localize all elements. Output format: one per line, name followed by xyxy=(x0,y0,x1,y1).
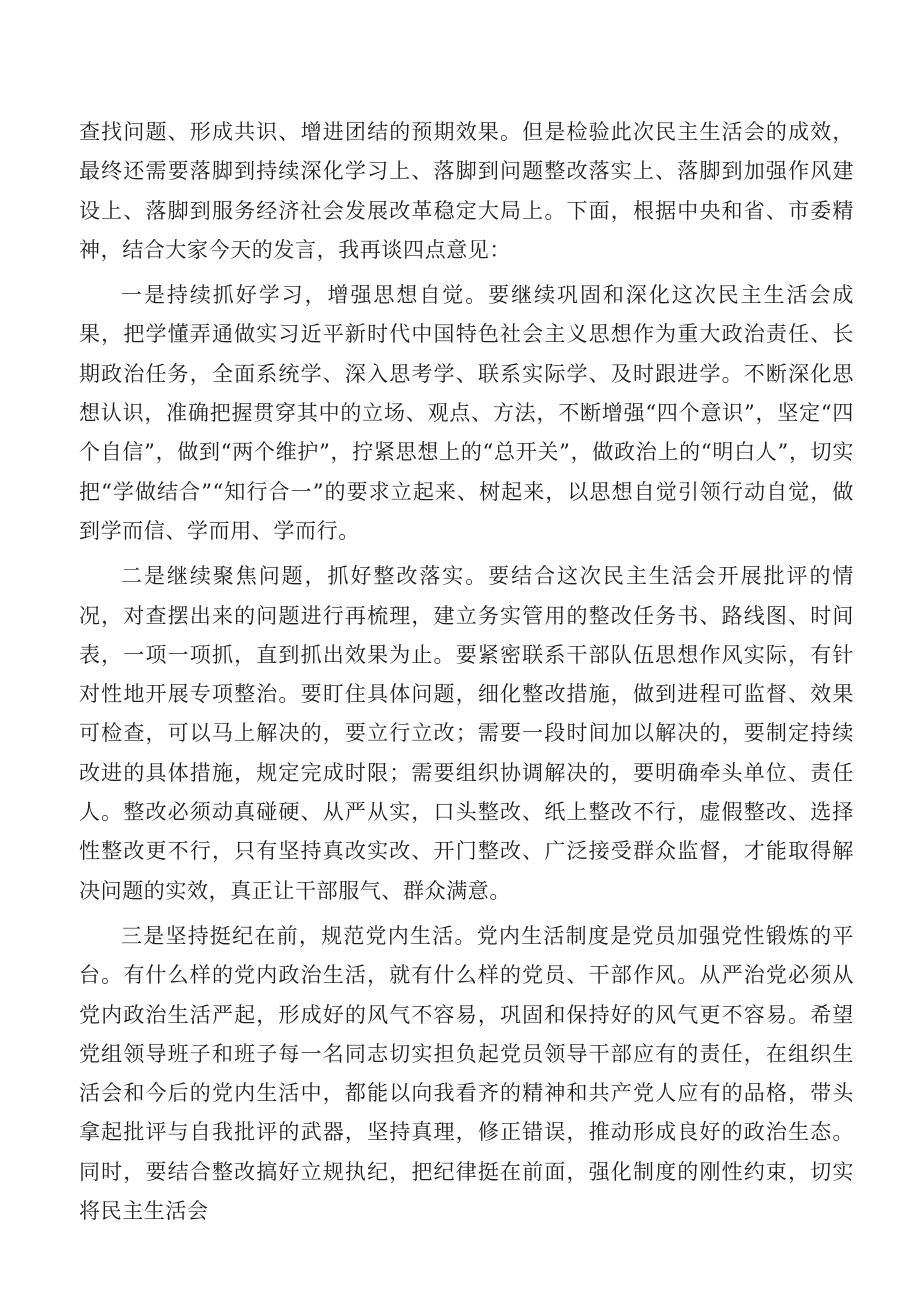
paragraph-continuation: 查找问题、形成共识、增进团结的预期效果。但是检验此次民主生活会的成效，最终还需要落脚到持续深化学习上、落脚到问题整改落实上、落脚到加强作风建设上、落脚到服务经济社会发展改革稳定大局上。下面，根据中央和省、市委精神，结合大家今天的发言，我再谈四点意见： xyxy=(79,120,854,262)
paragraph-point-one: 一是持续抓好学习，增强思想自觉。要继续巩固和深化这次民主生活会成果，把学懂弄通做实习近平新时代中国特色社会主义思想作为重大政治责任、长期政治任务，全面系统学、深入思考学、联系实际学、及时跟进学。不断深化思想认识，准确把握贯穿其中的立场、观点、方法，不断增强“四个意识”，坚定“四个自信”，做到“两个维护”，拧紧思想上的“总开关”，做政治上的“明白人”，切实把“学做结合”“知行合一”的要求立起来、树起来，以思想自觉引领行动自觉，做到学而信、学而用、学而行。 xyxy=(79,283,854,543)
paragraph-point-two: 二是继续聚焦问题，抓好整改落实。要结合这次民主生活会开展批评的情况，对查摆出来的问题进行再梳理，建立务实管用的整改任务书、路线图、时间表，一项一项抓，直到抓出效果为止。要紧密联系干部队伍思想作风实际，有针对性地开展专项整治。要盯住具体问题，细化整改措施，做到进程可监督、效果可检查，可以马上解决的，要立行立改；需要一段时间加以解决的，要制定持续改进的具体措施，规定完成时限；需要组织协调解决的，要明确牵头单位、责任人。整改必须动真碰硬、从严从实，口头整改、纸上整改不行，虚假整改、选择性整改更不行，只有坚持真改实改、开门整改、广泛接受群众监督，才能取得解决问题的实效，真正让干部服气、群众满意。 xyxy=(79,564,854,903)
paragraph-point-three: 三是坚持挺纪在前，规范党内生活。党内生活制度是党员加强党性锻炼的平台。有什么样的党内政治生活，就有什么样的党员、干部作风。从严治党必须从党内政治生活严起，形成好的风气不容易，巩固和保持好的风气更不容易。希望党组领导班子和班子每一名同志切实担负起党员领导干部应有的责任，在组织生活会和今后的党内生活中，都能以向我看齐的精神和共产党人应有的品格，带头拿起批评与自我批评的武器，坚持真理，修正错误，推动形成良好的政治生态。同时，要结合整改搞好立规执纪，把纪律挺在前面，强化制度的刚性约束，切实将民主生活会 xyxy=(79,923,854,1224)
